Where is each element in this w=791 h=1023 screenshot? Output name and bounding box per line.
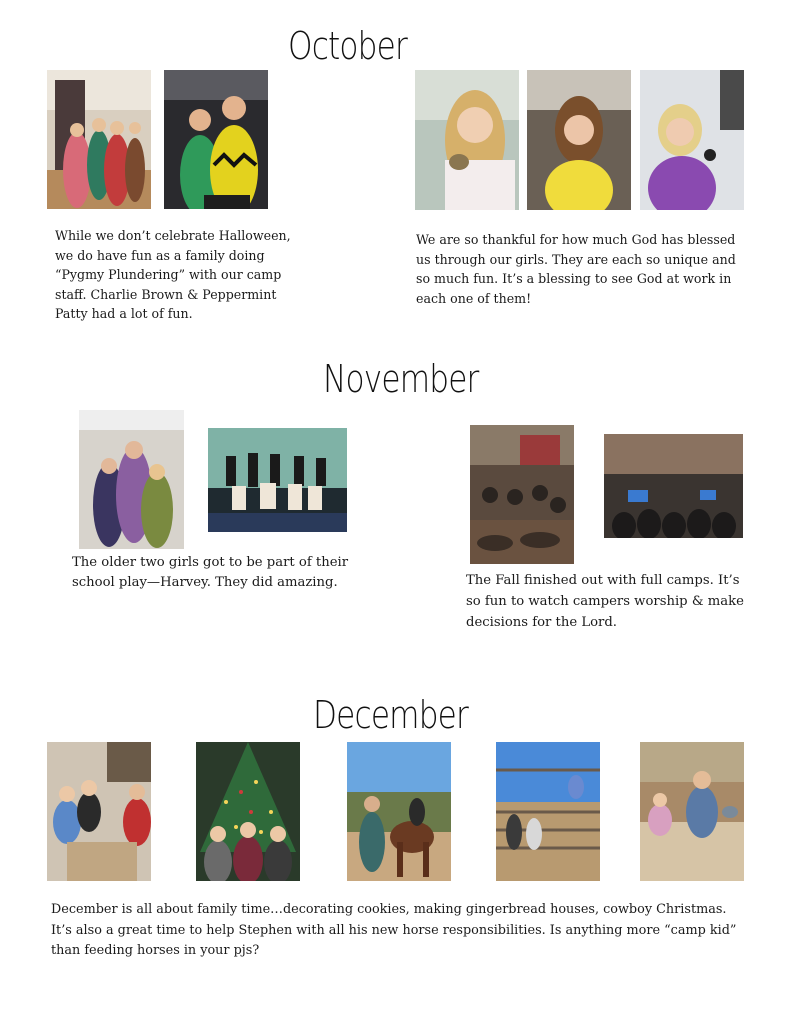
november-left-caption: The older two girls got to be part of their school play—Harvey. They did amazing. <box>72 555 349 590</box>
november-right-caption: The Fall finished out with full camps. It’s so fun to watch campers worship & make decisions for the Lord. <box>466 573 744 630</box>
november-heading: November <box>323 357 479 401</box>
halloween-family-photo <box>47 70 151 209</box>
girl-with-pet-photo <box>415 70 519 210</box>
october-left-caption: While we don’t celebrate Halloween, we do have fun as a family doing “Pygmy Plundering” with our camp staff. Charlie Brown & Peppermint Patty had a lot of fun. <box>55 228 291 321</box>
girl-with-spider-photo <box>640 70 744 210</box>
camp-worship-photo <box>604 434 743 538</box>
charlie-brown-costume-photo <box>164 70 268 209</box>
october-right-caption: We are so thankful for how much God has blessed us through our girls. They are each so unique and so much fun. It’s a blessing to see God at work in each one of them! <box>416 232 736 306</box>
december-heading: December <box>313 693 469 737</box>
corral-kids-photo <box>496 742 600 881</box>
decorating-cookies-photo <box>47 742 151 881</box>
girl-yellow-shirt-photo <box>527 70 631 210</box>
horse-ride-photo <box>347 742 451 881</box>
december-caption: December is all about family time…decorating cookies, making gingerbread houses, cowboy Christmas. It’s also a great time to help Stephen with all his new horse responsibilities. Is anything more “camp kid” than feeding horses in your pjs? <box>51 902 737 958</box>
camp-dining-hall-photo <box>470 425 574 564</box>
feeding-horses-pjs-photo <box>640 742 744 881</box>
school-play-costumes-photo <box>79 410 184 549</box>
school-play-cast-photo <box>208 428 347 532</box>
october-heading: October <box>288 24 407 68</box>
christmas-tree-girls-photo <box>196 742 300 881</box>
